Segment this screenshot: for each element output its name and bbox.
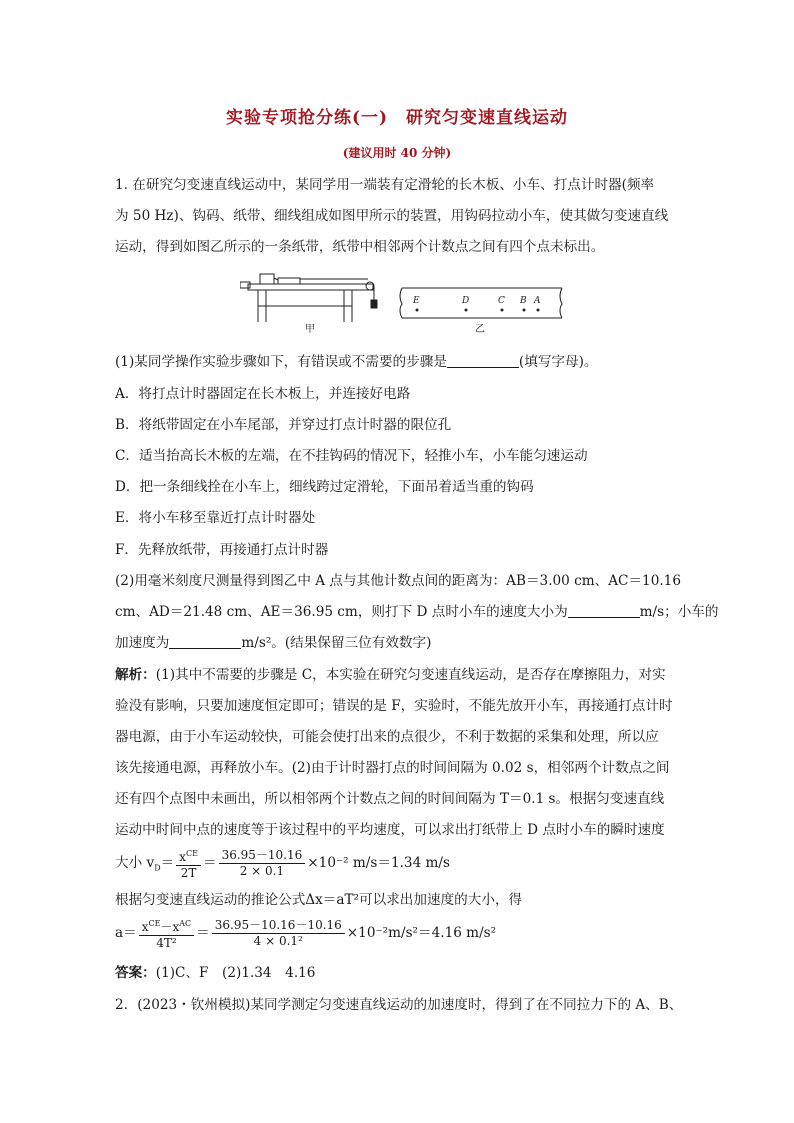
analysis-label: 解析： <box>115 667 156 683</box>
q1-part2-line-2-suffix: m/s；小车的 <box>639 604 719 620</box>
tape-point-e <box>416 309 419 312</box>
apparatus-diagram <box>240 274 377 322</box>
velocity-eq-1: ＝ <box>160 855 175 871</box>
tape-label-c: C <box>498 296 505 306</box>
q1-part1-suffix: (填写字母)。 <box>518 354 598 370</box>
inference-line: 根据匀变速直线运动的推论公式Δx＝aT²可以求出加速度的大小，得 <box>115 892 523 908</box>
velocity-eq-2: ＝ <box>202 855 217 871</box>
tape-points <box>412 296 541 312</box>
velocity-formula <box>115 846 450 881</box>
answer-blank-2[interactable] <box>568 603 640 618</box>
accel-num1-sup2: AC <box>179 919 192 928</box>
analysis-line-1 <box>115 665 666 685</box>
experiment-figure <box>240 266 570 336</box>
q1-stem-line-3: 运动，得到如图乙所示的一条纸带，纸带中相邻两个计数点之间有四个点未标出。 <box>115 239 605 255</box>
q1-part1 <box>115 352 598 372</box>
answer-label: 答案： <box>115 965 156 981</box>
velocity-formula-pre: 大小 v <box>115 855 155 871</box>
velocity-num1: x <box>179 850 186 864</box>
q2-stem: 2．(2023・钦州模拟)某同学测定匀变速直线运动的加速度时，得到了在不同拉力下的 A、B、 <box>115 997 683 1013</box>
analysis-line-5: 还有四个点图中未画出，所以相邻两个计数点之间的时间间隔为 T＝0.1 s。根据匀变速直线 <box>115 791 665 807</box>
tape-label-b: B <box>520 296 527 306</box>
velocity-den1: 2T <box>180 866 197 880</box>
q1-part2-line-2-text: cm、AD＝21.48 cm、AE＝36.95 cm，则打下 D 点时小车的速度大小为 <box>115 604 568 620</box>
velocity-den2: 2 × 0.1 <box>239 864 285 878</box>
velocity-num2: 36.95－10.16 <box>219 848 306 864</box>
answer-line <box>115 963 315 983</box>
tape-point-b <box>523 309 526 312</box>
q1-part1-text: (1)某同学操作实验步骤如下，有错误或不需要的步骤是 <box>115 354 447 370</box>
acceleration-formula <box>115 916 496 951</box>
analysis-line-6: 运动中时间中点的速度等于该过程中的平均速度，可以求出打纸带上 D 点时小车的瞬时速度 <box>115 822 665 838</box>
answer-blank-1[interactable] <box>447 353 519 368</box>
accel-result: ×10⁻²m/s²＝4.16 m/s² <box>346 925 497 941</box>
option-f: F．先释放纸带，再接通打点计时器 <box>115 542 329 558</box>
answer-blank-3[interactable] <box>169 634 241 649</box>
figure-label-yi: 乙 <box>475 324 485 335</box>
q1-part2-line-3-text: 加速度为 <box>115 635 170 651</box>
tape-label-d: D <box>462 296 470 306</box>
accel-num1-mid: －x <box>160 920 180 934</box>
option-b: B．将纸带固定在小车尾部，并穿过打点计时器的限位孔 <box>115 417 452 433</box>
accel-num1-sup: CE <box>148 919 161 928</box>
tape-point-a <box>537 309 540 312</box>
figure-label-jia: 甲 <box>305 324 315 335</box>
page-subtitle: (建议用时 40 分钟) <box>342 146 452 160</box>
tape-label-e: E <box>413 296 420 306</box>
accel-num2: 36.95－10.16－10.16 <box>212 918 345 934</box>
tape-label-a: A <box>534 296 541 306</box>
q1-part2-line-3 <box>115 633 431 653</box>
accel-formula-pre: a＝ <box>115 925 137 941</box>
option-a: A．将打点计时器固定在长木板上，并连接好电路 <box>115 386 411 402</box>
answer-text: (1)C、F (2)1.34 4.16 <box>155 965 316 981</box>
option-d: D．把一条细线拴在小车上，细线跨过定滑轮，下面吊着适当重的钩码 <box>115 479 534 495</box>
q1-part2-line-2 <box>115 602 719 622</box>
velocity-fraction-2 <box>219 848 306 879</box>
q1-stem-line-1: 1. 在研究匀变速直线运动中，某同学用一端装有定滑轮的长木板、小车、打点计时器(频率 <box>115 177 655 193</box>
accel-fraction-1 <box>139 916 194 951</box>
page-title: 实验专项抢分练(一) 研究匀变速直线运动 <box>225 108 569 128</box>
q1-stem-line-2: 为 50 Hz)、钩码、纸带、细线组成如图甲所示的装置，用钩码拉动小车，使其做匀变速直线 <box>115 208 669 224</box>
analysis-line-2: 验没有影响，只要加速度恒定即可；错误的是 F，实验时，不能先放开小车，再接通打点计时 <box>115 698 673 714</box>
analysis-text-1: (1)其中不需要的步骤是 C，本实验在研究匀变速直线运动，是否存在摩擦阻力，对实 <box>155 667 666 683</box>
accel-fraction-2 <box>212 918 345 949</box>
q1-part2-line-1: (2)用毫米刻度尺测量得到图乙中 A 点与其他计数点间的距离为：AB＝3.00 cm、AC＝10.16 <box>115 573 681 589</box>
analysis-line-3: 器电源，由于小车运动较快，可能会使打出来的点很少，不利于数据的采集和处理，所以应 <box>115 729 659 745</box>
velocity-result: ×10⁻² m/s＝1.34 m/s <box>307 855 450 871</box>
velocity-fraction-1 <box>176 846 201 881</box>
velocity-num1-sup: CE <box>186 849 198 858</box>
option-e: E．将小车移至靠近打点计时器处 <box>115 510 316 526</box>
accel-num1: x <box>141 920 149 934</box>
q1-part2-line-3-suffix: m/s²。(结果保留三位有效数字) <box>241 635 432 651</box>
tape-point-d <box>465 309 468 312</box>
accel-den2: 4 × 0.1² <box>253 934 303 948</box>
velocity-sub: D <box>154 863 161 873</box>
option-c: C．适当抬高长木板的左端，在不挂钩码的情况下，轻推小车，小车能匀速运动 <box>115 448 588 464</box>
tape-point-c <box>501 309 504 312</box>
accel-eq: ＝ <box>196 925 210 941</box>
analysis-line-4: 该先接通电源，再释放小车。(2)由于计时器打点的时间间隔为 0.02 s，相邻两个计数点之间 <box>115 760 670 776</box>
accel-den1: 4T² <box>156 936 177 950</box>
